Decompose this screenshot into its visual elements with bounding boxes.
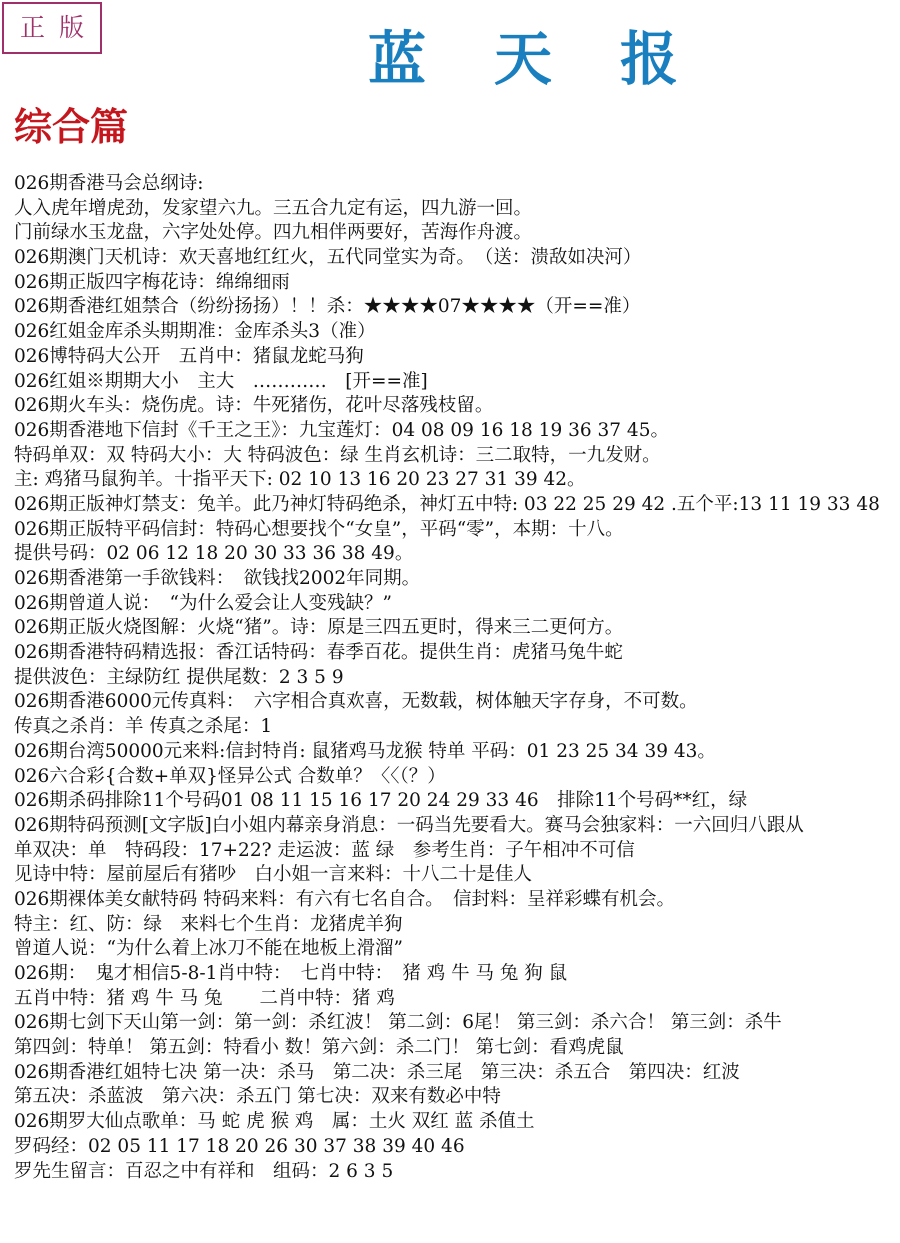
text-line: 传真之杀肖：羊 传真之杀尾：1 bbox=[14, 716, 273, 738]
text-line: 026期正版特平码信封：特码心想要找个“女皇”，平码“零”，本期：十八。 bbox=[14, 518, 624, 540]
text-line: 026期火车头：烧伤虎。诗：牛死猪伤，花叶尽落残枝留。 bbox=[14, 395, 494, 417]
text-line: 第五决：杀蓝波 第六决：杀五门 第七决：双来有数必中特 bbox=[14, 1086, 501, 1108]
text-line: 026期香港红姐禁合（纷纷扬扬）！！杀：★★★★07★★★★（开==准） bbox=[14, 296, 641, 318]
text-line: 提供号码：02 06 12 18 20 30 33 36 38 49。 bbox=[14, 543, 414, 565]
text-line: 026期七剑下天山第一剑：第一剑：杀红波！ 第二剑：6尾！ 第三剑：杀六合！ 第三剑：杀牛 bbox=[14, 1012, 782, 1034]
text-line: 026博特码大公开 五肖中：猪鼠龙蛇马狗 bbox=[14, 345, 364, 367]
text-line: 026期香港第一手欲钱料： 欲钱找2002年同期。 bbox=[14, 568, 421, 589]
text-line: 罗码经：02 05 11 17 18 20 26 30 37 38 39 40 46 bbox=[14, 1135, 465, 1157]
text-line: 提供波色：主绿防红 提供尾数：2 3 5 9 bbox=[14, 666, 344, 688]
section-heading: 综合篇 bbox=[14, 104, 129, 149]
text-line: 026红姐金库杀头期期准：金库杀头3（准） bbox=[14, 321, 376, 343]
text-line: 罗先生留言：百忍之中有祥和 组码：2 6 3 5 bbox=[14, 1160, 394, 1182]
text-line: 026期正版神灯禁支：兔羊。此乃神灯特码绝杀，神灯五中特: 03 22 25 29 42 .五个平:13 11 19 33 48 bbox=[14, 493, 880, 515]
text-line: 026红姐※期期大小 主大 ………… [开==准] bbox=[14, 370, 428, 392]
text-line: 单双决：单 特码段：17+22? 走运波：蓝 绿 参考生肖：子午相冲不可信 bbox=[14, 839, 635, 861]
text-line: 见诗中特：屋前屋后有猪吵 白小姐一言来料：十八二十是佳人 bbox=[14, 864, 533, 886]
text-line: 门前绿水玉龙盘，六字处处停。四九相伴两要好，苦海作舟渡。 bbox=[14, 222, 533, 244]
text-line: 第四剑：特单！ 第五剑：特看小 数！第六剑：杀二门！ 第七剑：看鸡虎鼠 bbox=[14, 1037, 624, 1059]
authentic-edition-badge: 正版 bbox=[2, 2, 102, 54]
text-line: 026期香港6000元传真料： 六字相合真欢喜，无数载，树体触天字存身，不可数。 bbox=[14, 691, 698, 713]
newspaper-title: 蓝天报 bbox=[368, 25, 747, 93]
text-line: 主: 鸡猪马鼠狗羊。十指平天下: 02 10 13 16 20 23 27 31 39 42。 bbox=[14, 469, 586, 491]
text-line: 026期特码预测[文字版]白小姐内幕亲身消息：一码当先要看大。赛马会独家料：一六回归八跟从 bbox=[14, 814, 804, 836]
text-line: 026期裸体美女献特码 特码来料：有六有七名自合。 信封料：呈祥彩蝶有机会。 bbox=[14, 888, 675, 910]
text-line: 人入虎年增虎劲，发家望六九。三五合九定有运，四九游一回。 bbox=[14, 197, 533, 219]
text-line: 026期香港马会总纲诗: bbox=[14, 173, 204, 194]
text-line: 026期： 鬼才相信5-8-1肖中特： 七肖中特： 猪 鸡 牛 马 兔 狗 鼠 bbox=[14, 963, 568, 984]
text-line: 特主：红、防：绿 来料七个生肖：龙猪虎羊狗 bbox=[14, 913, 403, 935]
text-line: 026六合彩{合数+单双}怪异公式 合数单？〈〈（？） bbox=[14, 765, 446, 787]
text-line: 026期正版火烧图解：火烧“猪”。诗：原是三四五更时，得来三二更何方。 bbox=[14, 617, 624, 639]
article-body bbox=[14, 172, 900, 1184]
text-line: 026期台湾50000元来料:信封特肖: 鼠猪鸡马龙猴 特单 平码：01 23 25 34 39 43。 bbox=[14, 740, 716, 762]
text-line: 五肖中特：猪 鸡 牛 马 兔 二肖中特：猪 鸡 bbox=[14, 987, 395, 1009]
text-line: 曾道人说：“为什么着上冰刀不能在地板上滑溜” bbox=[14, 938, 403, 960]
text-line: 026期罗大仙点歌单：马 蛇 虎 猴 鸡 属：土火 双红 蓝 杀值土 bbox=[14, 1111, 535, 1133]
text-line: 026期香港地下信封《千王之王》：九宝莲灯：04 08 09 16 18 19 36 37 45。 bbox=[14, 419, 669, 441]
text-line: 026期正版四字梅花诗：绵绵细雨 bbox=[14, 271, 290, 293]
text-line: 026期澳门天机诗：欢天喜地红红火，五代同堂实为奇。 （送：溃敌如决河） bbox=[14, 247, 642, 269]
text-line: 026期杀码排除11个号码01 08 11 15 16 17 20 24 29 33 46 排除11个号码**红，绿 bbox=[14, 790, 748, 812]
text-line: 特码单双：双 特码大小：大 特码波色：绿 生肖玄机诗：三二取特，一九发财。 bbox=[14, 444, 661, 466]
text-line: 026期香港红姐特七决 第一决：杀马 第二决：杀三尾 第三决：杀五合 第四决：红波 bbox=[14, 1061, 740, 1083]
text-line: 026期香港特码精选报：香江话特码：春季百花。提供生肖：虎猪马兔牛蛇 bbox=[14, 642, 623, 664]
text-line: 026期曾道人说： “为什么爱会让人变残缺？” bbox=[14, 592, 392, 614]
